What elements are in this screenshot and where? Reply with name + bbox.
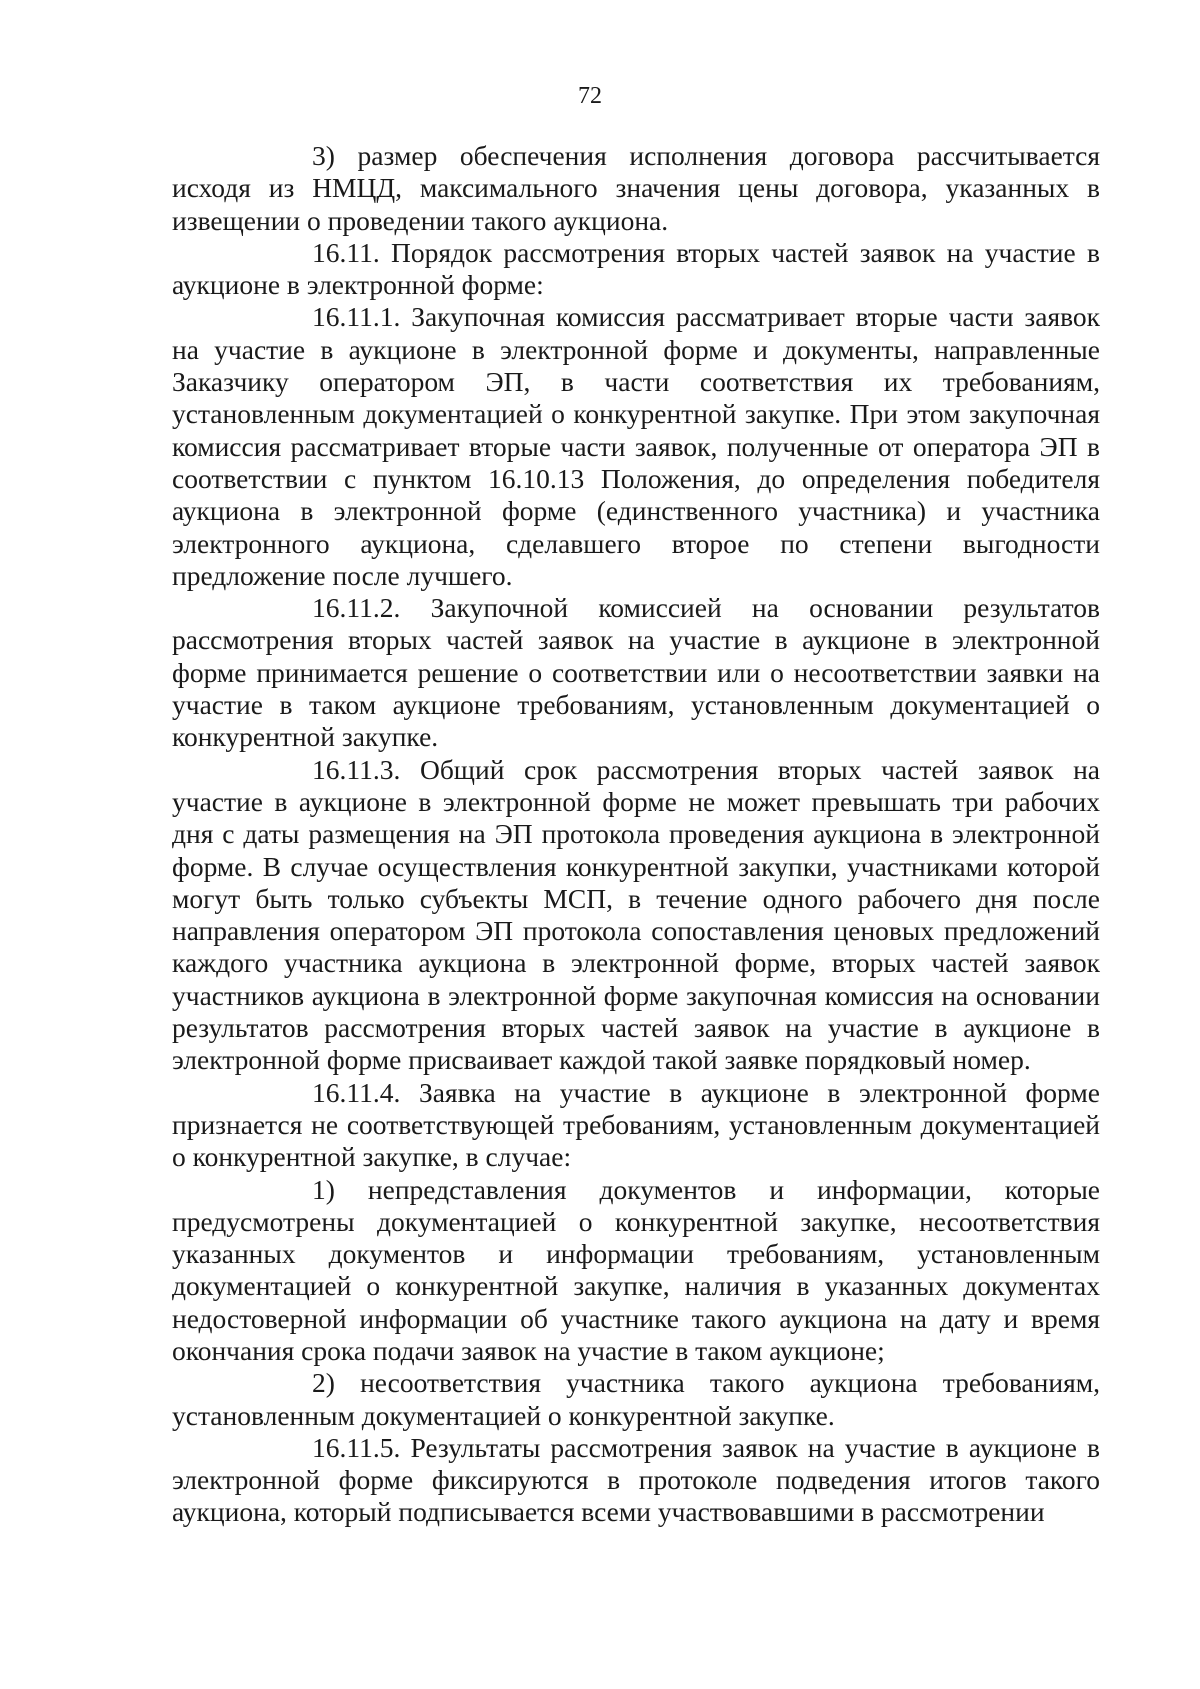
paragraph-text: размер обеспечения исполнения договора рассчитывается исходя из НМЦД, максимального значения цены договора, указанных в извещении о проведении такого аукциона. bbox=[172, 140, 1100, 236]
paragraph bbox=[172, 1367, 1100, 1432]
paragraph bbox=[172, 237, 1100, 302]
paragraph-text: Закупочной комиссией на основании результатов рассмотрения вторых частей заявок на участие в аукционе в электронной форме принимается решение о соответствии или о несоответствии заявки на участие в таком аукционе требованиям, установленным документацией о конкурентной закупке. bbox=[172, 592, 1100, 753]
paragraph bbox=[172, 301, 1100, 592]
paragraph-number: 16.11.2. bbox=[312, 592, 401, 624]
paragraph-text: Общий срок рассмотрения вторых частей заявок на участие в аукционе в электронной форме не может превышать три рабочих дня с даты размещения на ЭП протокола проведения аукциона в электронной форме. В случае осуществления конкурентной закупки, участниками которой могут быть только субъекты МСП, в течение одного рабочего дня после направления оператором ЭП протокола сопоставления ценовых предложений каждого участника аукциона в электронной форме, вторых частей заявок участников аукциона в электронной форме закупочная комиссия на основании результатов рассмотрения вторых частей заявок на участие в аукционе в электронной форме присваивает каждой такой заявке порядковый номер. bbox=[172, 753, 1100, 1076]
paragraph-number: 16.11.3. bbox=[312, 753, 401, 785]
paragraph-number: 16.11.5. bbox=[312, 1431, 401, 1463]
page-number: 72 bbox=[578, 83, 602, 109]
paragraph-text: Заявка на участие в аукционе в электронной форме признается не соответствующей требованиям, установленным документацией о конкурентной закупке, в случае: bbox=[172, 1076, 1101, 1173]
paragraph-text: несоответствия участника такого аукциона требованиям, установленным документацией о конкурентной закупке. bbox=[172, 1367, 1101, 1431]
paragraph bbox=[172, 1077, 1100, 1174]
paragraph-number: 16.11.1. bbox=[312, 301, 401, 333]
paragraph-number: 1) bbox=[312, 1173, 335, 1205]
paragraph-number: 3) bbox=[312, 140, 335, 171]
paragraph-text: непредставления документов и информации, которые предусмотрены документацией о конкурентной закупке, несоответствия указанных документов и информации требованиям, установленным документацией о конкурентной закупке, наличия в указанных документах недостоверной информации об участнике такого аукциона на дату и время окончания срока подачи заявок на участие в таком аукционе; bbox=[172, 1173, 1100, 1366]
paragraph bbox=[172, 754, 1100, 1077]
paragraph-text: Результаты рассмотрения заявок на участие в аукционе в электронной форме фиксируются в протоколе подведения итогов такого аукциона, который подписывается всеми участвовавшими в рассмотрении bbox=[172, 1431, 1100, 1528]
paragraph-number: 16.11.4. bbox=[312, 1076, 401, 1108]
paragraph bbox=[172, 140, 1100, 237]
document-body bbox=[172, 140, 1100, 1529]
paragraph-text: Порядок рассмотрения вторых частей заявок на участие в аукционе в электронной форме: bbox=[172, 236, 1101, 301]
paragraph bbox=[172, 592, 1100, 753]
paragraph bbox=[172, 1174, 1100, 1368]
paragraph-number: 2) bbox=[312, 1367, 335, 1399]
paragraph-number: 16.11. bbox=[312, 236, 380, 268]
paragraph-text: Закупочная комиссия рассматривает вторые части заявок на участие в аукционе в электронной форме и документы, направленные Заказчику оператором ЭП, в части соответствия их требованиям, установленным документацией о конкурентной закупке. При этом закупочная комиссия рассматривает вторые части заявок, полученные от оператора ЭП в соответствии с пунктом 16.10.13 Положения, до определения победителя аукциона в электронной форме (единственного участника) и участника электронного аукциона, сделавшего второе по степени выгодности предложение после лучшего. bbox=[172, 301, 1101, 591]
paragraph bbox=[172, 1432, 1100, 1529]
